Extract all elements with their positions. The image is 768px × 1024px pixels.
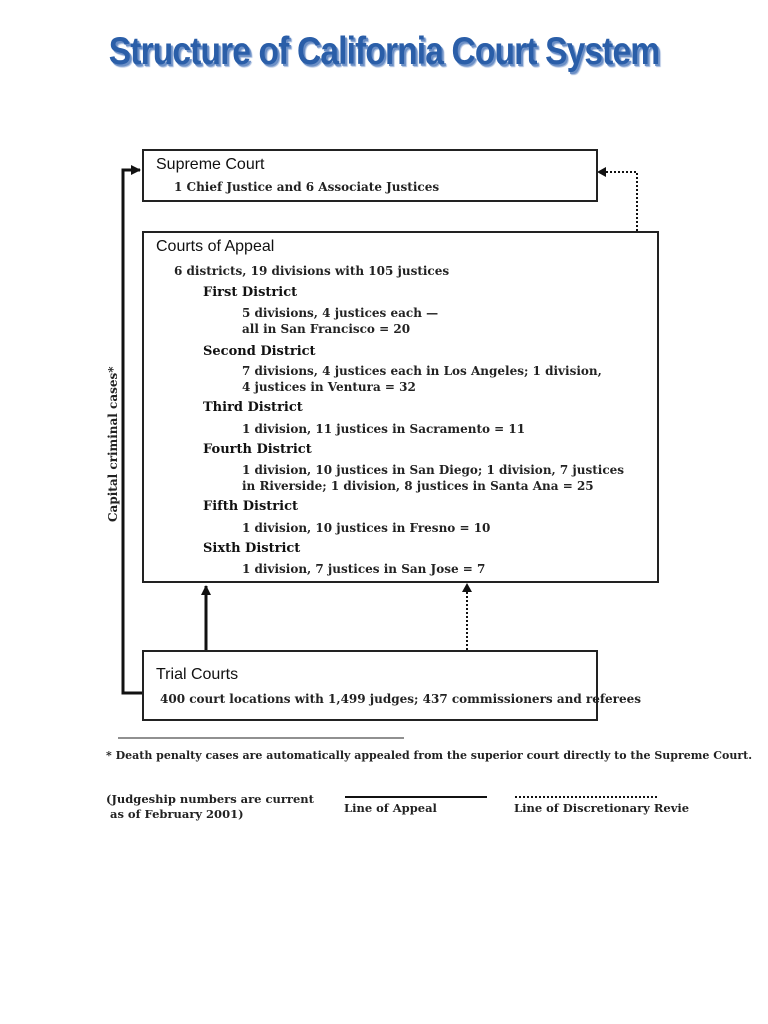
district-detail-third-1: 1 division, 11 justices in Sacramento = 11 <box>242 422 526 436</box>
district-detail-second-2: 4 justices in Ventura = 32 <box>242 380 416 394</box>
district-detail-first-2: all in San Francisco = 20 <box>242 322 411 336</box>
district-name-fifth: Fifth District <box>203 499 298 514</box>
district-detail-fourth-2: in Riverside; 1 division, 8 justices in Santa Ana = 25 <box>242 479 594 493</box>
capital-cases-appeal-line <box>123 170 143 693</box>
district-name-third: Third District <box>203 400 303 415</box>
courts-of-appeal-detail: 6 districts, 19 divisions with 105 justices <box>174 264 450 278</box>
supreme-court-detail: 1 Chief Justice and 6 Associate Justices <box>174 180 440 194</box>
district-detail-first-1: 5 divisions, 4 justices each — <box>242 306 439 320</box>
courts-of-appeal-box <box>142 231 659 583</box>
district-name-sixth: Sixth District <box>203 541 301 556</box>
trial-courts-detail: 400 court locations with 1,499 judges; 437 commissioners and referees <box>160 692 641 706</box>
trial-courts-title: Trial Courts <box>156 666 239 683</box>
capital-criminal-cases-label: Capital criminal cases* <box>106 366 120 522</box>
appeal-to-supreme-discretionary-line <box>604 172 637 231</box>
discretionary-arrowhead-appeal <box>462 583 472 592</box>
supreme-court-title: Supreme Court <box>156 156 265 173</box>
judgeship-note-line1: (Judgeship numbers are current <box>106 792 314 806</box>
page-title: Structure of California Court System <box>108 30 660 73</box>
legend-appeal-label: Line of Appeal <box>344 801 437 815</box>
footnote-text: * Death penalty cases are automatically appealed from the superior court directly to the Supreme Court. <box>106 749 753 762</box>
discretionary-arrowhead-supreme <box>597 167 606 177</box>
district-name-second: Second District <box>203 344 316 359</box>
district-detail-fourth-1: 1 division, 10 justices in San Diego; 1 division, 7 justices <box>242 463 625 477</box>
district-name-fourth: Fourth District <box>203 442 312 457</box>
courts-of-appeal-title: Courts of Appeal <box>156 238 275 255</box>
district-detail-fifth-1: 1 division, 10 justices in Fresno = 10 <box>242 521 491 535</box>
legend-discretionary-label: Line of Discretionary Revie <box>514 801 690 815</box>
trial-courts-box <box>142 650 641 721</box>
judgeship-note-line2: as of February 2001) <box>110 807 244 821</box>
district-name-first: First District <box>203 285 298 300</box>
supreme-court-box <box>142 149 598 202</box>
district-detail-sixth-1: 1 division, 7 justices in San Jose = 7 <box>242 562 486 576</box>
district-detail-second-1: 7 divisions, 4 justices each in Los Angeles; 1 division, <box>242 364 602 378</box>
